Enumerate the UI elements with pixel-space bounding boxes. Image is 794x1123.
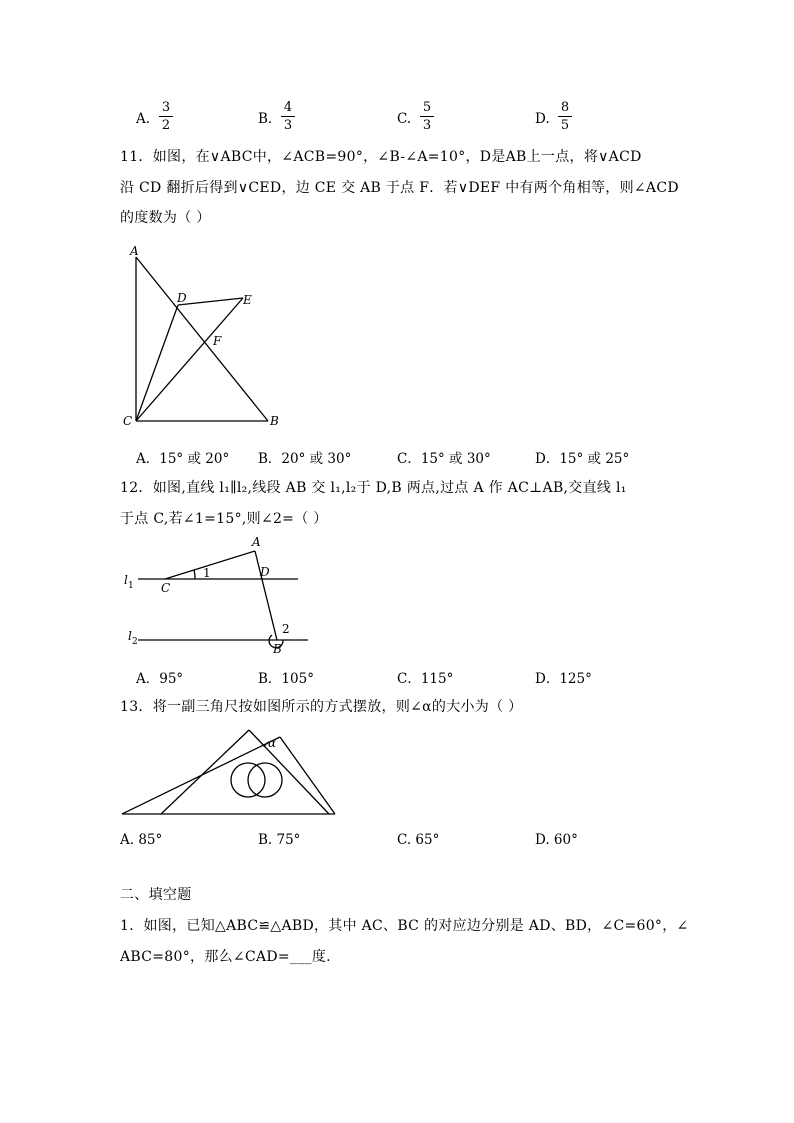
q11-label-b: B: [270, 414, 279, 428]
q11-text-line3: 的度数为（ ）: [120, 210, 211, 226]
q12-label-l2: l: [128, 629, 132, 643]
q13-option-d: D. 60°: [535, 832, 578, 848]
q12-option-a: A．95°: [136, 671, 184, 687]
q13-option-c: C. 65°: [397, 832, 440, 848]
q11-text-line1: 11．如图，在∨ABC中，∠ACB=90°，∠B-∠A=10°，D是AB上一点，将∨ACD: [120, 149, 642, 165]
q13-text-line1: 13．将一副三角尺按如图所示的方式摆放，则∠α的大小为（ ）: [120, 699, 523, 715]
q11-label-c: C: [123, 414, 133, 428]
q10-option-b-fraction: 4 3: [281, 100, 295, 133]
q10-option-a-letter: A.: [136, 111, 151, 127]
q11-segment-cd: [136, 305, 178, 421]
q13-option-b: B. 75°: [258, 832, 301, 848]
q10-option-c-fraction: 5 3: [420, 100, 434, 133]
q10-option-b-letter: B.: [258, 111, 273, 127]
q12-text-line1: 12．如图,直线 l₁∥l₂,线段 AB 交 l₁,l₂于 D,B 两点,过点 A 作 AC⊥AB,交直线 l₁: [120, 480, 627, 496]
q12-label-l2-sub: 2: [132, 637, 138, 647]
q12-figure: [115, 532, 315, 660]
q13-triangle-small-left: [161, 730, 249, 814]
q13-label-alpha: α: [268, 736, 277, 750]
q11-label-d: D: [177, 291, 187, 305]
q11-segment-ab: [136, 257, 268, 421]
q11-segment-de: [178, 298, 243, 305]
q11-segment-ce: [136, 298, 243, 421]
q10-option-d-fraction: 8 5: [558, 100, 572, 133]
q11-option-a: A．15° 或 20°: [136, 451, 230, 467]
q12-label-b: B: [273, 642, 282, 656]
q11-text-line2: 沿 CD 翻折后得到∨CED，边 CE 交 AB 于点 F．若∨DEF 中有两个角相等，则∠ACD: [120, 180, 679, 196]
q11-option-b: B．20° 或 30°: [258, 451, 352, 467]
q11-label-a: A: [130, 244, 139, 258]
q10-option-a-fraction: 3 2: [159, 100, 173, 133]
q12-label-l1-sub: 1: [128, 581, 134, 591]
section2-heading: 二、填空题: [120, 887, 192, 903]
q12-label-angle-1: 1: [203, 566, 211, 580]
fill-q1-line1: 1．如图，已知△ABC≌△ABD，其中 AC、BC 的对应边分别是 AD、BD，∠C=60°，∠: [120, 918, 689, 934]
q12-label-angle-2: 2: [282, 622, 290, 636]
q12-label-d: D: [260, 565, 270, 579]
q13-triangle-small-right: [249, 730, 329, 814]
q12-option-d: D．125°: [535, 671, 592, 687]
q11-label-e: E: [243, 293, 252, 307]
q11-label-f: F: [213, 334, 222, 348]
q12-label-l1: l: [124, 573, 128, 587]
q13-triangle-large-right: [280, 737, 335, 814]
q11-figure: [115, 240, 295, 435]
q10-option-c-letter: C.: [397, 111, 412, 127]
q12-text-line2: 于点 C,若∠1=15°,则∠2=（ ）: [120, 511, 328, 527]
q12-label-c: C: [161, 581, 171, 595]
q11-option-c: C．15° 或 30°: [397, 451, 491, 467]
q10-option-d-letter: D.: [535, 111, 550, 127]
q12-angle-1-arc: [194, 570, 195, 579]
q13-figure: [115, 722, 345, 822]
q12-option-b: B．105°: [258, 671, 314, 687]
q13-option-a: A. 85°: [120, 832, 163, 848]
fill-q1-line2: ABC=80°，那么∠CAD=___度.: [120, 949, 331, 965]
q11-option-d: D．15° 或 25°: [535, 451, 630, 467]
q12-label-a: A: [252, 535, 261, 549]
q12-option-c: C．115°: [397, 671, 454, 687]
